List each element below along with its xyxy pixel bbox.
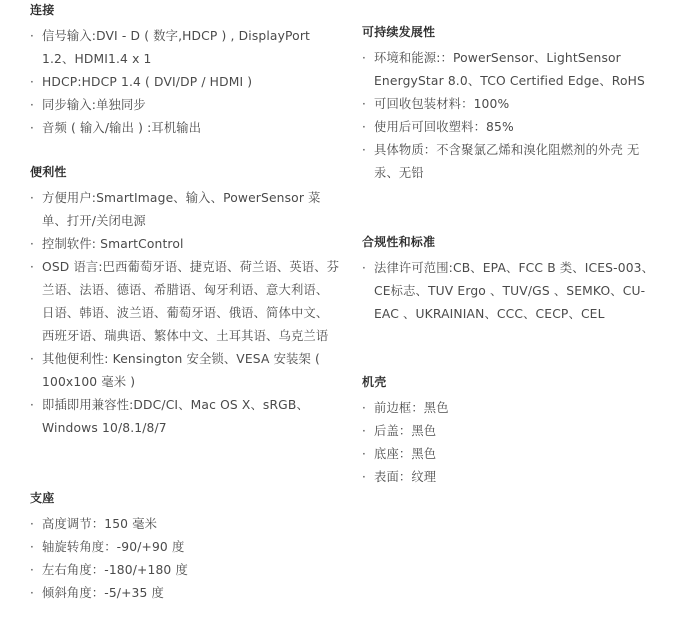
list-item: · OSD 语言:巴西葡萄牙语、捷克语、荷兰语、英语、芬兰语、法语、德语、希腊语、匈牙利语、意大利语、日语、韩语、波兰语、葡萄牙语、俄语、简体中文、西班牙语、瑞典语、繁体中文、土耳其语、乌克兰语 bbox=[30, 256, 340, 348]
bullet-icon: · bbox=[30, 586, 34, 600]
section-sustainability bbox=[362, 24, 662, 185]
bullet-icon: · bbox=[30, 352, 34, 366]
list-item: · 信号输入:DVI - D ( 数字,HDCP ) , DisplayPort 1.2、HDMI1.4 x 1 bbox=[30, 25, 340, 71]
bullet-icon: · bbox=[362, 447, 366, 461]
section-convenience bbox=[30, 164, 340, 440]
connectivity-list bbox=[30, 25, 340, 140]
bullet-icon: · bbox=[30, 98, 34, 112]
list-item: · 倾斜角度：-5/+35 度 bbox=[30, 582, 340, 605]
section-title-cabinet: 机壳 bbox=[362, 375, 387, 389]
list-item: · 同步输入:单独同步 bbox=[30, 94, 340, 117]
list-item: · 高度调节：150 毫米 bbox=[30, 513, 340, 536]
list-item: · 表面：纹理 bbox=[362, 466, 662, 489]
list-item: · 左右角度：-180/+180 度 bbox=[30, 559, 340, 582]
section-stand bbox=[30, 490, 340, 605]
section-compliance bbox=[362, 234, 662, 326]
list-item: · 使用后可回收塑料：85% bbox=[362, 116, 662, 139]
bullet-icon: · bbox=[30, 121, 34, 135]
list-item: · 后盖：黑色 bbox=[362, 420, 662, 443]
bullet-icon: · bbox=[362, 470, 366, 484]
bullet-icon: · bbox=[362, 261, 366, 275]
bullet-icon: · bbox=[30, 260, 34, 274]
section-title-connectivity: 连接 bbox=[30, 3, 55, 17]
cabinet-list bbox=[362, 397, 662, 489]
section-connectivity bbox=[30, 2, 340, 140]
bullet-icon: · bbox=[362, 143, 366, 157]
bullet-icon: · bbox=[30, 75, 34, 89]
section-title-compliance: 合规性和标准 bbox=[362, 235, 436, 249]
list-item: · 控制软件: SmartControl bbox=[30, 233, 340, 256]
list-item: · 方便用户:SmartImage、输入、PowerSensor 菜单、打开/关闭电源 bbox=[30, 187, 340, 233]
bullet-icon: · bbox=[30, 517, 34, 531]
section-title-convenience: 便利性 bbox=[30, 165, 67, 179]
list-item: · 环境和能源:：PowerSensor、LightSensor EnergyStar 8.0、TCO Certified Edge、RoHS bbox=[362, 47, 662, 93]
convenience-list bbox=[30, 187, 340, 440]
bullet-icon: · bbox=[362, 120, 366, 134]
list-item: · 可回收包装材料：100% bbox=[362, 93, 662, 116]
section-cabinet bbox=[362, 374, 662, 489]
list-item: · 其他便利性: Kensington 安全锁、VESA 安装架 ( 100x100 毫米 ) bbox=[30, 348, 340, 394]
bullet-icon: · bbox=[30, 237, 34, 251]
list-item: · 底座：黑色 bbox=[362, 443, 662, 466]
bullet-icon: · bbox=[362, 401, 366, 415]
section-title-sustainability: 可持续发展性 bbox=[362, 25, 436, 39]
sustainability-list bbox=[362, 47, 662, 185]
list-item: · 音频 ( 输入/输出 ) :耳机输出 bbox=[30, 117, 340, 140]
compliance-list bbox=[362, 257, 662, 326]
list-item: · 轴旋转角度：-90/+90 度 bbox=[30, 536, 340, 559]
bullet-icon: · bbox=[362, 51, 366, 65]
bullet-icon: · bbox=[30, 398, 34, 412]
bullet-icon: · bbox=[30, 191, 34, 205]
list-item: · 法律许可范围:CB、EPA、FCC B 类、ICES-003、CE标志、TUV Ergo 、TUV/GS 、SEMKO、CU-EAC 、UKRAINIAN、CCC、CECP、CEL bbox=[362, 257, 662, 326]
section-title-stand: 支座 bbox=[30, 491, 55, 505]
list-item: · 前边框：黑色 bbox=[362, 397, 662, 420]
list-item: · 即插即用兼容性:DDC/CI、Mac OS X、sRGB、Windows 10/8.1/8/7 bbox=[30, 394, 340, 440]
bullet-icon: · bbox=[362, 97, 366, 111]
list-item: · 具体物质：不含聚氯乙烯和溴化阻燃剂的外壳 无汞、无铅 bbox=[362, 139, 662, 185]
bullet-icon: · bbox=[362, 424, 366, 438]
bullet-icon: · bbox=[30, 563, 34, 577]
bullet-icon: · bbox=[30, 540, 34, 554]
bullet-icon: · bbox=[30, 29, 34, 43]
list-item: · HDCP:HDCP 1.4 ( DVI/DP / HDMI ) bbox=[30, 71, 340, 94]
stand-list bbox=[30, 513, 340, 605]
